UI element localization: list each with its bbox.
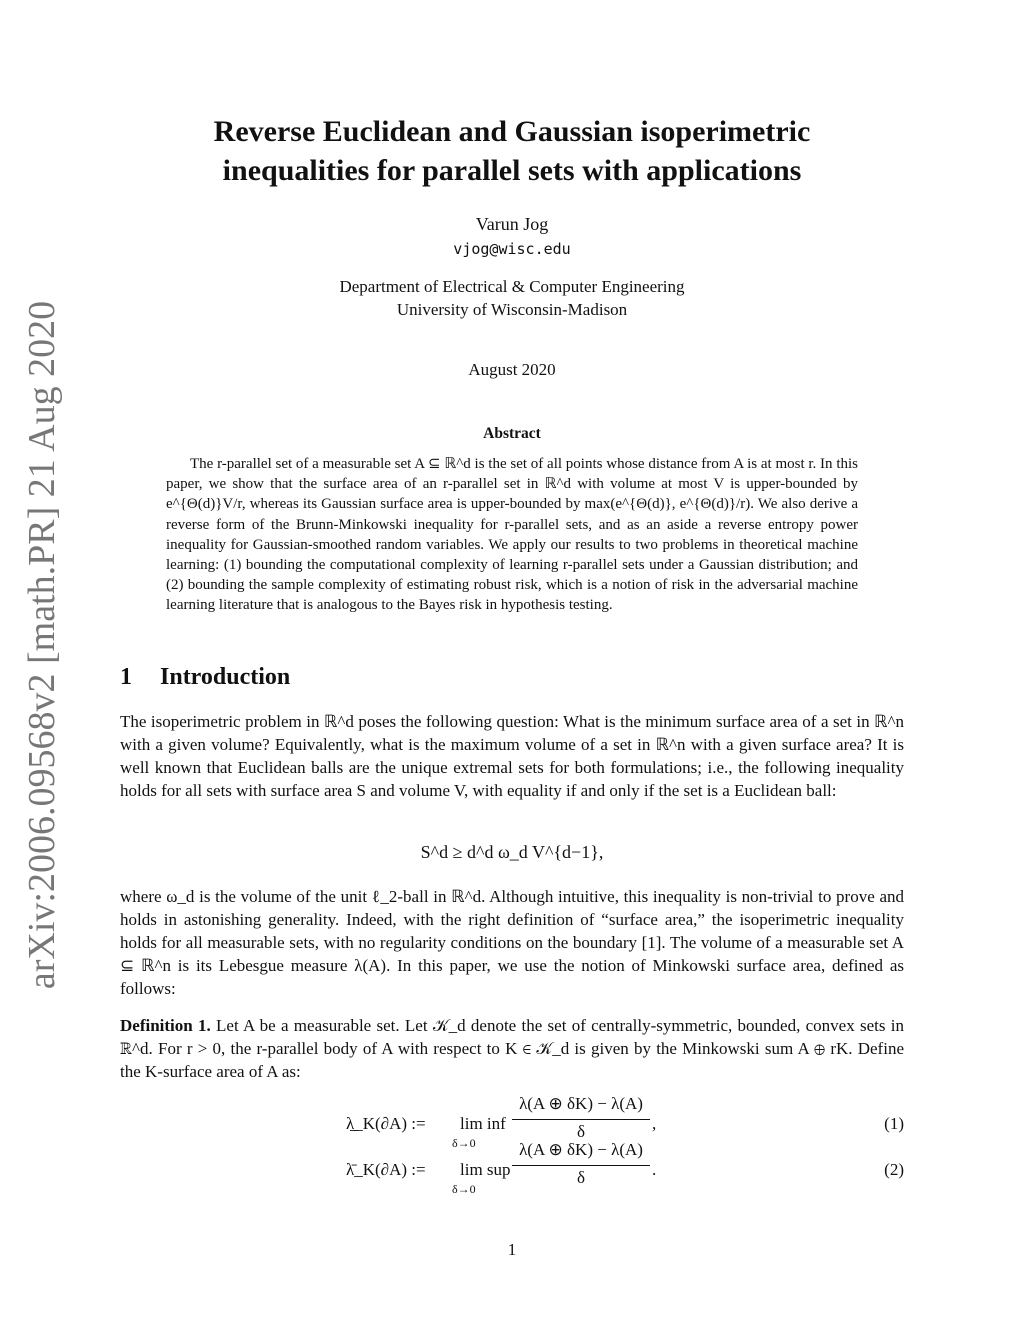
equation-2-limit: δ→0 <box>452 1182 476 1196</box>
intro-paragraph-2: where ω_d is the volume of the unit ℓ_2-ball in ℝ^d. Although intuitive, this inequality is non-trivial to prove and holds in astonishing generality. Indeed, with the right definition of “surface area,” the isoperimetric inequality holds for all measurable sets, with no regularity conditions on the boundary [1]. The volume of a measurable set A ⊆ ℝ^n is its Lebesgue measure λ(A). In this paper, we use the notion of Minkowski surface area, defined as follows: <box>120 887 904 998</box>
isoperimetric-inequality: S^d ≥ d^d ω_d V^{d−1}, <box>420 842 604 862</box>
section-number: 1 <box>120 664 132 690</box>
affiliation-line-1: Department of Electrical & Computer Engineering <box>339 277 685 296</box>
equation-1-limit: δ→0 <box>452 1136 476 1150</box>
abstract-body <box>166 454 858 616</box>
affiliation-line-2: University of Wisconsin-Madison <box>396 300 628 319</box>
equation-1-denominator: δ <box>576 1122 585 1141</box>
equation-1-number: (1) <box>884 1114 904 1133</box>
paper-title <box>120 112 904 190</box>
equation-2-number: (2) <box>884 1160 904 1179</box>
equation-2-punctuation: . <box>652 1160 657 1179</box>
equation-1-operator: lim inf <box>460 1114 506 1133</box>
publication-date: August 2020 <box>468 360 556 379</box>
equation-2 <box>120 1140 904 1196</box>
equation-1-punctuation: , <box>652 1114 657 1133</box>
title-line-2: inequalities for parallel sets with applications <box>222 154 802 187</box>
equation-1-lhs: λ̲_K(∂A) := <box>346 1114 426 1133</box>
definition-block <box>120 1014 904 1083</box>
intro-paragraph-1: The isoperimetric problem in ℝ^d poses the following question: What is the minimum surface area of a set in ℝ^n with a given volume? Equivalently, what is the maximum volume of a set in ℝ^n with a given surface area? It is well known that Euclidean balls are the unique extremal sets for both formulations; i.e., the following inequality holds for all sets with surface area S and volume V, with equality if and only if the set is a Euclidean ball: <box>120 712 904 800</box>
equation-2-fraction-bar <box>512 1165 650 1166</box>
affiliation <box>120 275 904 321</box>
author-email: vjog@wisc.edu <box>453 240 571 258</box>
equation-2-numerator: λ(A ⊕ δK) − λ(A) <box>519 1140 643 1159</box>
equation-2-lhs: λ̄_K(∂A) := <box>346 1160 426 1179</box>
abstract-heading: Abstract <box>483 425 541 442</box>
equation-2-denominator: δ <box>576 1168 585 1187</box>
definition-label: Definition 1. <box>120 1016 211 1035</box>
equation-1-fraction-bar <box>512 1119 650 1120</box>
author-name: Varun Jog <box>475 214 549 234</box>
section-heading <box>120 664 290 691</box>
section-title: Introduction <box>160 664 291 690</box>
abstract-text: The r-parallel set of a measurable set A ⊆ ℝ^d is the set of all points whose distance from A is at most r. In this paper, we show that the surface area of an r-parallel set in ℝ^d with volume at most V is upper-bounded by e^{Θ(d)}V/r, whereas its Gaussian surface area is upper-bounded by max(e^{Θ(d)}, e^{Θ(d)}/r). We also derive a reverse form of the Brunn-Minkowski inequality for r-parallel sets, and as an aside a reverse entropy power inequality for Gaussian-smoothed random variables. We apply our results to two problems in theoretical machine learning: (1) bounding the computational complexity of learning r-parallel sets under a Gaussian distribution; and (2) bounding the sample complexity of estimating robust risk, which is a notion of risk in the adversarial machine learning literature that is analogous to the Bayes risk in hypothesis testing. <box>166 456 858 614</box>
definition-text: Let A be a measurable set. Let 𝒦_d denote the set of centrally-symmetric, bounded, convex sets in ℝ^d. For r > 0, the r-parallel body of A with respect to K ∈ 𝒦_d is given by the Minkowski sum A ⊕ rK. Define the K-surface area of A as: <box>120 1016 904 1081</box>
arxiv-identifier-stamp <box>21 300 63 990</box>
title-line-1: Reverse Euclidean and Gaussian isoperimetric <box>213 115 811 148</box>
page-number: 1 <box>507 1240 517 1259</box>
arxiv-identifier-text: arXiv:2006.09568v2 [math.PR] 21 Aug 2020 <box>21 300 63 990</box>
equation-1-numerator: λ(A ⊕ δK) − λ(A) <box>519 1094 643 1113</box>
equation-2-operator: lim sup <box>460 1160 511 1179</box>
